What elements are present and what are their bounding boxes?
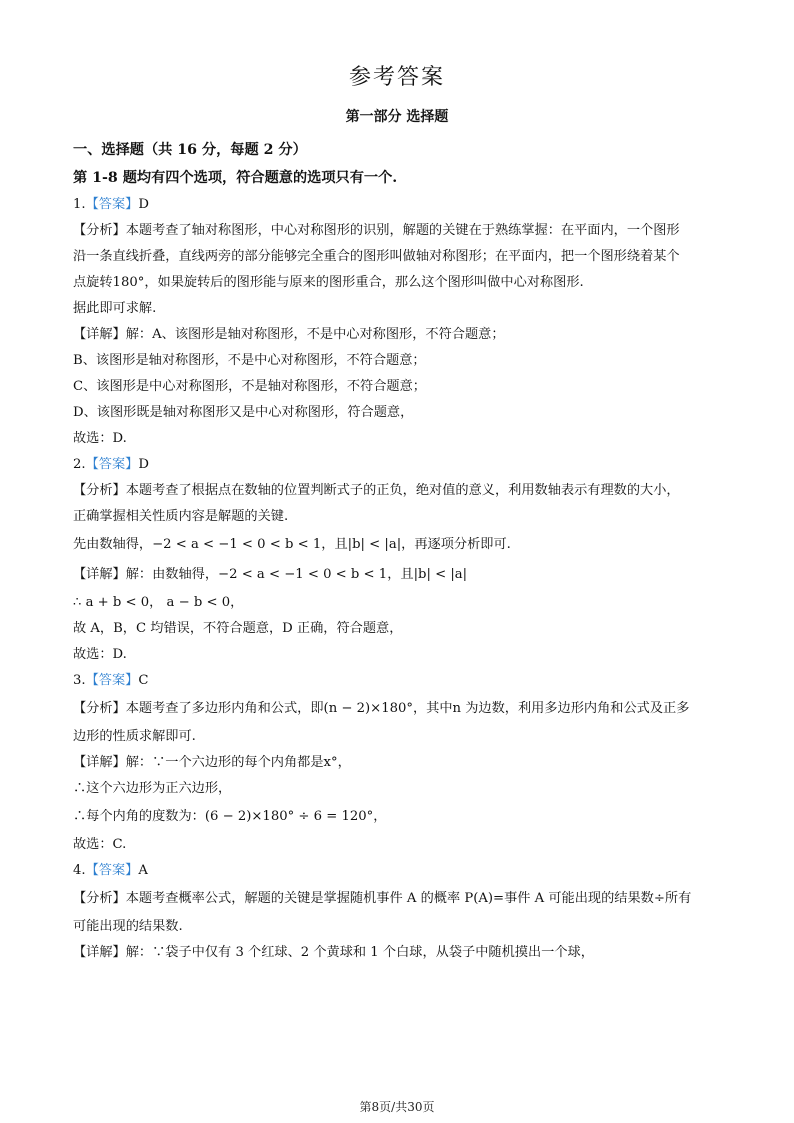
q2-analysis-2: 正确掌握相关性质内容是解题的关键. bbox=[73, 509, 289, 524]
q2-analysis-3: 先由数轴得，−2 < a < −1 < 0 < b < 1，且|b| < |a|，再逐项分析即可. bbox=[73, 537, 511, 552]
q3-analysis-1: 【分析】本题考查了多边形内角和公式，即(n − 2)×180°，其中n 为边数，利用多边形内角和公式及正多 bbox=[73, 701, 690, 716]
q1-answer: D bbox=[138, 197, 149, 212]
q4-analysis-2: 可能出现的结果数. bbox=[73, 919, 183, 934]
q4-analysis-1: 【分析】本题考查概率公式，解题的关键是掌握随机事件 A 的概率 P(A)=事件 A 可能出现的结果数÷所有 bbox=[73, 891, 692, 906]
q1-answer-line bbox=[73, 192, 723, 218]
q1-detail-2: B、该图形是轴对称图形，不是中心对称图形，不符合题意； bbox=[73, 353, 426, 368]
answer-content bbox=[73, 136, 723, 966]
q3-number: 3. bbox=[73, 673, 86, 688]
page-subtitle: 第一部分 选择题 bbox=[345, 109, 449, 125]
page-footer: 第8页/共30页 bbox=[359, 1100, 435, 1114]
q1-detail-1: 【详解】解：A、该图形是轴对称图形，不是中心对称图形，不符合题意； bbox=[73, 327, 505, 342]
q3-detail-3: ∴每个内角的度数为：(6 − 2)×180° ÷ 6 = 120°， bbox=[73, 809, 387, 824]
answer-label: 【答案】 bbox=[85, 457, 139, 472]
q3-analysis-2: 边形的性质求解即可. bbox=[73, 729, 196, 744]
q3-detail-2: ∴这个六边形为正六边形， bbox=[73, 781, 232, 796]
q1-analysis-3: 点旋转180°，如果旋转后的图形能与原来的图形重合，那么这个图形叫做中心对称图形. bbox=[73, 275, 584, 290]
q1-conclusion: 故选：D. bbox=[73, 431, 127, 446]
q4-detail-1: 【详解】解：∵袋子中仅有 3 个红球、2 个黄球和 1 个白球，从袋子中随机摸出一个球， bbox=[73, 945, 594, 960]
q2-detail-2: ∴ a + b < 0， a − b < 0， bbox=[73, 595, 244, 610]
q2-number: 2. bbox=[73, 457, 86, 472]
q3-conclusion: 故选：C. bbox=[73, 837, 127, 852]
answer-label: 【答案】 bbox=[85, 197, 139, 212]
q2-conclusion: 故选：D. bbox=[73, 647, 127, 662]
q2-analysis-1: 【分析】本题考查了根据点在数轴的位置判断式子的正负，绝对值的意义，利用数轴表示有理数的大小， bbox=[73, 483, 680, 498]
answer-label: 【答案】 bbox=[85, 673, 139, 688]
q3-detail-1: 【详解】解：∵一个六边形的每个内角都是x°， bbox=[73, 755, 351, 770]
q4-answer: A bbox=[138, 863, 148, 878]
q2-answer: D bbox=[138, 457, 149, 472]
q1-detail-4: D、该图形既是轴对称图形又是中心对称图形，符合题意， bbox=[73, 405, 414, 420]
q1-analysis-4: 据此即可求解. bbox=[73, 301, 157, 316]
q3-answer-line bbox=[73, 668, 723, 694]
q2-detail-3: 故 A，B，C 均错误，不符合题意，D 正确，符合题意， bbox=[73, 621, 403, 636]
q4-answer-line bbox=[73, 858, 723, 884]
q1-analysis-2: 沿一条直线折叠，直线两旁的部分能够完全重合的图形叫做轴对称图形；在平面内，把一个图形绕着某个 bbox=[73, 249, 680, 264]
q3-answer: C bbox=[138, 673, 149, 688]
q1-detail-3: C、该图形是中心对称图形，不是轴对称图形，不符合题意； bbox=[73, 379, 426, 394]
q4-number: 4. bbox=[73, 863, 86, 878]
section-heading: 一、选择题（共 16 分，每题 2 分） bbox=[73, 142, 307, 158]
q2-detail-1: 【详解】解：由数轴得，−2 < a < −1 < 0 < b < 1，且|b| < |a| bbox=[73, 567, 468, 582]
q2-answer-line bbox=[73, 452, 723, 478]
answer-label: 【答案】 bbox=[85, 863, 139, 878]
q1-analysis-1: 【分析】本题考查了轴对称图形，中心对称图形的识别，解题的关键在于熟练掌握：在平面内，一个图形 bbox=[73, 223, 680, 238]
section-note: 第 1-8 题均有四个选项，符合题意的选项只有一个. bbox=[73, 170, 398, 186]
q1-number: 1. bbox=[73, 197, 86, 212]
page-title: 参考答案 bbox=[348, 65, 445, 90]
